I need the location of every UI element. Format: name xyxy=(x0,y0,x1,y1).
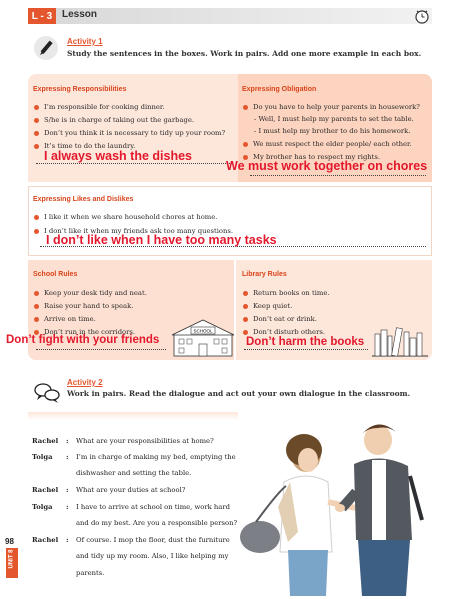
bookshelf-illustration xyxy=(372,324,428,358)
bullet xyxy=(34,144,39,149)
dialogue-colon: : xyxy=(66,453,69,461)
list-item: Raise your hand to speak. xyxy=(44,302,134,310)
handwritten-answer: I always wash the dishes xyxy=(44,149,192,163)
dialogue-line: dishwasher and setting the table. xyxy=(76,469,192,477)
handwritten-answer: Don’t harm the books xyxy=(246,336,365,348)
bullet xyxy=(34,317,39,322)
list-item: Don’t run in the corridors. xyxy=(44,328,136,336)
bullet xyxy=(34,131,39,136)
answer-line xyxy=(244,349,368,350)
list-item: We must respect the elder people/ each other. xyxy=(253,140,412,148)
bullet xyxy=(34,291,39,296)
bullet xyxy=(34,215,39,220)
activity1-instruction: Study the sentences in the boxes. Work in pairs. Add one more example in each box. xyxy=(67,49,422,58)
list-item: It’s time to do the laundry. xyxy=(44,142,136,150)
bullet xyxy=(243,142,248,147)
bullet xyxy=(34,105,39,110)
dialogue-line: I have to arrive at school on time, work hard xyxy=(76,503,230,511)
school-building-illustration xyxy=(172,318,234,358)
dialogue-line: parents. xyxy=(76,569,105,577)
list-item: S/he is in charge of taking out the garbage. xyxy=(44,116,195,124)
dialogue-speaker: Rachel xyxy=(32,437,59,445)
dialogue-line: What are your responsibilities at home? xyxy=(76,437,214,445)
dialogue-speaker: Tolga xyxy=(32,503,53,511)
svg-text:SCHOOL: SCHOOL xyxy=(193,328,213,334)
list-item: Don’t eat or drink. xyxy=(253,315,317,323)
dialogue-line: Of course. I mop the floor, dust the furniture xyxy=(76,536,230,544)
activity1-title: Activity 1 xyxy=(67,37,103,46)
likes-title: Expressing Likes and Dislikes xyxy=(33,196,134,203)
unit-label: UNIT 8 xyxy=(8,549,15,569)
bullet xyxy=(243,105,248,110)
list-item: Return books on time. xyxy=(253,289,330,297)
handwritten-answer: I don’t like when I have too many tasks xyxy=(46,233,277,247)
clock-icon xyxy=(414,8,430,24)
list-item: - I must help my brother to do his homework. xyxy=(254,127,411,135)
list-item: Don’t you think it is necessary to tidy up your room? xyxy=(44,129,226,137)
bullet xyxy=(243,291,248,296)
obligation-title: Expressing Obligation xyxy=(242,86,317,93)
dialogue-colon: : xyxy=(66,486,69,494)
dialogue-colon: : xyxy=(66,437,69,445)
students-photo xyxy=(238,412,432,596)
dialogue-line: and tidy up my room. Also, I like helping my xyxy=(76,552,229,560)
list-item: Keep quiet. xyxy=(253,302,293,310)
dialogue-speaker: Rachel xyxy=(32,536,59,544)
dialogue-speaker: Tolga xyxy=(32,453,53,461)
page-number: 98 xyxy=(5,537,14,546)
dialogue-line: What are your duties at school? xyxy=(76,486,186,494)
bullet xyxy=(243,317,248,322)
pencil-icon xyxy=(34,36,58,60)
school-rules-title: School Rules xyxy=(33,271,78,278)
handwritten-answer: Don’t fight with your friends xyxy=(6,334,160,346)
bullet xyxy=(243,304,248,309)
dialogue-line: and do my best. Are you a responsible person? xyxy=(76,519,238,527)
list-item: Don’t disturb others. xyxy=(253,328,325,336)
dialogue-colon: : xyxy=(66,503,69,511)
list-item: I like it when we share household chores at home. xyxy=(44,213,218,221)
list-item: - Well, I must help my parents to set the table. xyxy=(254,115,414,123)
dialogue-line: I’m in charge of making my bed, emptying the xyxy=(76,453,236,461)
dialogue-speaker: Rachel xyxy=(32,486,59,494)
dialogue-colon: : xyxy=(66,536,69,544)
library-rules-title: Library Rules xyxy=(242,271,287,278)
list-item: I don’t like it when my friends ask too many questions. xyxy=(44,227,234,235)
answer-line xyxy=(250,175,426,176)
handwritten-answer: We must work together on chores xyxy=(226,159,428,173)
bullet xyxy=(34,118,39,123)
list-item: Keep your desk tidy and neat. xyxy=(44,289,147,297)
list-item: My brother has to respect my rights. xyxy=(253,153,381,161)
responsibilities-title: Expressing Responsibilities xyxy=(33,86,127,93)
answer-line xyxy=(36,163,232,164)
bullet xyxy=(34,229,39,234)
activity2-title: Activity 2 xyxy=(67,378,103,387)
speech-bubbles-icon xyxy=(33,382,61,404)
bullet xyxy=(243,330,248,335)
lesson-number-tag: L - 3 xyxy=(28,8,56,24)
lesson-title: Lesson xyxy=(62,9,98,20)
list-item: Arrive on time. xyxy=(44,315,96,323)
bullet xyxy=(34,304,39,309)
list-item: Do you have to help your parents in housework? xyxy=(253,103,420,111)
activity2-instruction: Work in pairs. Read the dialogue and act out your own dialogue in the classroom. xyxy=(67,389,411,398)
answer-line xyxy=(36,349,166,350)
list-item: I’m responsible for cooking dinner. xyxy=(44,103,165,111)
header-bar xyxy=(56,8,432,24)
